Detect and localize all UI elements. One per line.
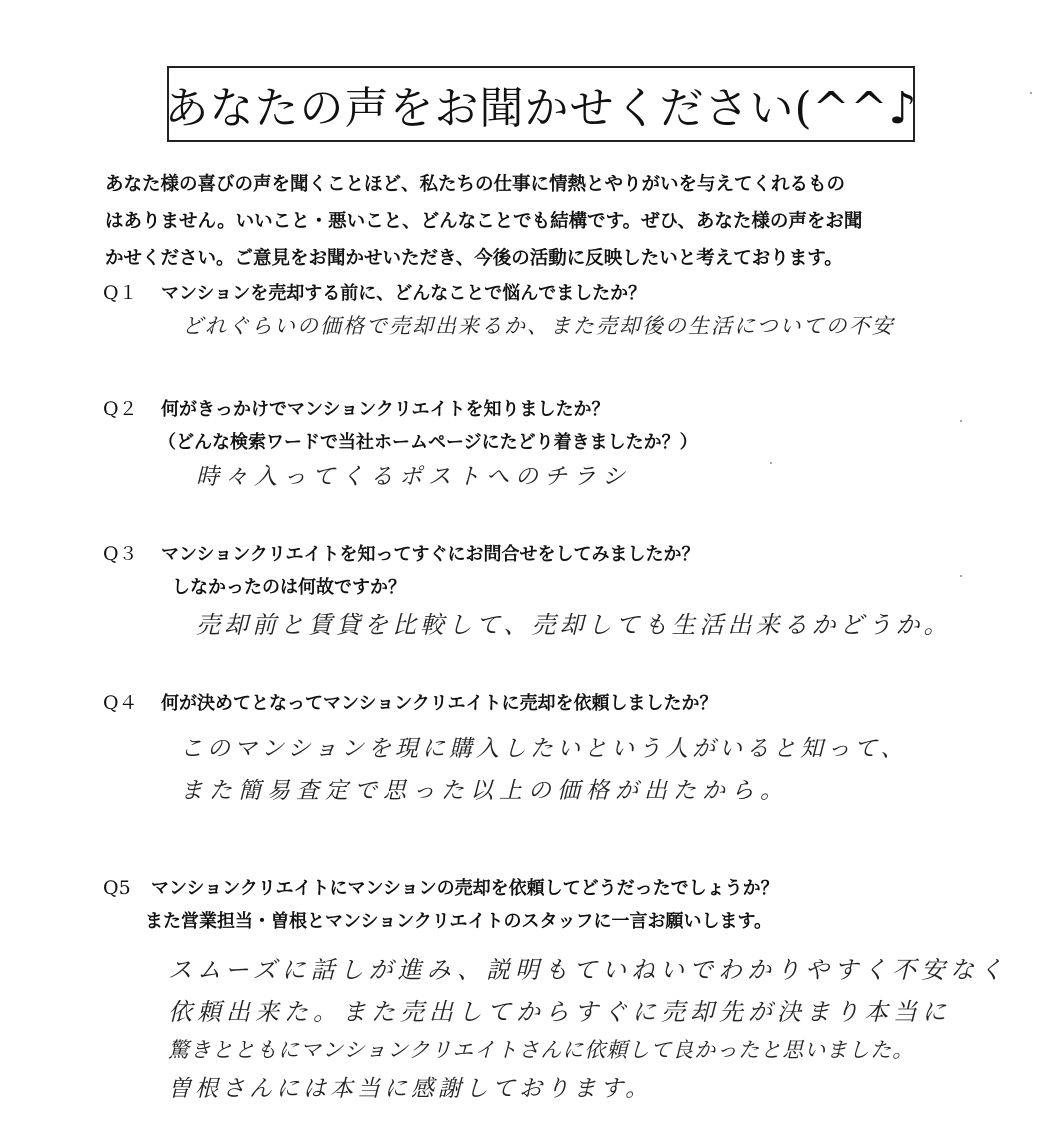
question-number: Q４ xyxy=(103,692,138,714)
scan-speck xyxy=(1030,92,1032,94)
question-3 xyxy=(103,539,699,566)
scan-speck xyxy=(960,575,962,577)
question-5-subtext: また営業担当・曽根とマンションクリエイトのスタッフに一言お願いします。 xyxy=(145,911,773,932)
question-number: Q３ xyxy=(103,543,138,565)
answer-1-line: どれぐらいの価格で売却出来るか、また売却後の生活についての不安 xyxy=(182,314,895,338)
question-1 xyxy=(103,278,646,305)
question-text: 何がきっかけでマンションクリエイトを知りましたか？ xyxy=(161,399,610,420)
question-number: Q5 xyxy=(103,877,131,899)
title-box xyxy=(164,66,918,142)
answer-5-line: 依頼出来た。また売出してからすぐに売却先が決まり本当に xyxy=(168,998,951,1026)
question-number: Q２ xyxy=(103,398,138,420)
intro-line: かせください。ご意見をお聞かせいただき、今後の活動に反映したいと考えております。 xyxy=(105,248,843,269)
answer-4-line: また簡易査定で思った以上の価格が出たから。 xyxy=(180,778,789,804)
question-4 xyxy=(103,688,717,715)
intro-line: あなた様の喜びの声を聞くことほど、私たちの仕事に情熱とやりがいを与えてくれるもの xyxy=(105,174,846,195)
question-5 xyxy=(103,874,779,900)
question-text: マンションを売却する前に、どんなことで悩んでましたか？ xyxy=(161,283,647,304)
answer-3-line: 売却前と賃貸を比較して、売却しても生活出来るかどうか。 xyxy=(196,611,952,639)
answer-5-line: 曽根さんには本当に感謝しております。 xyxy=(168,1076,653,1102)
intro-line: はありません。いいこと・悪いこと、どんなことでも結構です。ぜひ、あなた様の声をお聞 xyxy=(105,211,863,232)
question-3-subtext: しなかったのは何故ですか？ xyxy=(172,577,406,598)
answer-5-line: スムーズに話しが進み、説明もていねいでわかりやすく不安なく xyxy=(168,956,1009,984)
answer-5-line: 驚きとともにマンションクリエイトさんに依頼して良かったと思いました。 xyxy=(168,1038,915,1062)
scan-speck xyxy=(770,462,772,464)
answer-4-line: このマンションを現に購入したいという人がいると知って、 xyxy=(180,736,908,762)
answer-2-line: 時々入ってくるポストへのチラシ xyxy=(196,464,631,490)
question-2 xyxy=(103,394,609,421)
question-text: マンションクリエイトを知ってすぐにお問合せをしてみましたか？ xyxy=(161,544,700,565)
question-text: 何が決めてとなってマンションクリエイトに売却を依頼しましたか？ xyxy=(161,693,718,714)
page-title: あなたの声をお聞かせください(^^♪ xyxy=(164,83,918,134)
scan-speck xyxy=(960,420,962,422)
question-2-subtext: （どんな検索ワードで当社ホームページにたどり着きましたか？） xyxy=(158,432,698,453)
question-text: マンションクリエイトにマンションの売却を依頼してどうだったでしょうか？ xyxy=(151,878,779,899)
question-number: Q１ xyxy=(103,282,138,304)
intro-paragraph xyxy=(105,166,985,277)
